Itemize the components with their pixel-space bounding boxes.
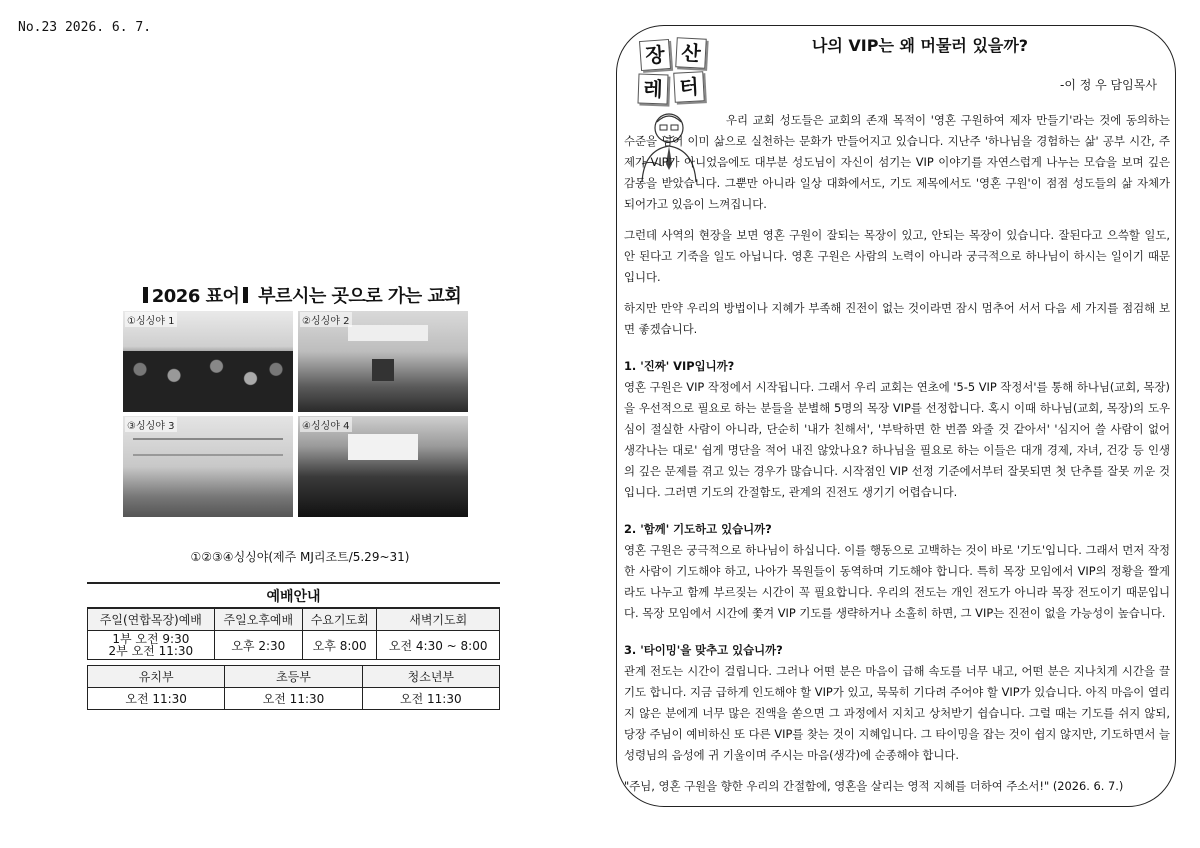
section-1-title: 1. '진짜' VIP입니까?: [624, 359, 735, 373]
photo-2-caption: ②싱싱야 2: [300, 312, 352, 327]
motto-bar-right: [243, 287, 248, 303]
photo-2: [298, 311, 468, 412]
worship-schedule: [87, 582, 500, 710]
photo-2-screen: [348, 325, 428, 341]
schedule-cell-sunday: [88, 631, 215, 660]
schedule-header: 초등부: [225, 666, 362, 688]
schedule-table-school: [87, 665, 500, 710]
photo-3-roof: [133, 438, 283, 456]
schedule-title: 예배안내: [87, 584, 500, 608]
schedule-cell: 오전 4:30 ~ 8:00: [377, 631, 500, 660]
schedule-cell: 오후 2:30: [214, 631, 302, 660]
badge-tile: 장: [639, 39, 671, 71]
schedule-header: 유치부: [88, 666, 225, 688]
closing-prayer: "주님, 영혼 구원을 향한 우리의 간절함에, 영혼을 살리는 영적 지혜를 더하여 주소서!" (2026. 6. 7.): [624, 779, 1124, 793]
schedule-cell: 오후 8:00: [302, 631, 377, 660]
section-2-title: 2. '함께' 기도하고 있습니까?: [624, 522, 772, 536]
motto-year: 2026 표어: [151, 286, 240, 307]
photo-4-screen: [348, 434, 418, 460]
schedule-cell: 오전 11:30: [88, 688, 225, 710]
photo-caption: ①②③④싱싱야(제주 MJ리조트/5.29~31): [190, 550, 410, 564]
schedule-table-main: [87, 608, 500, 660]
photo-4-caption: ④싱싱야 4: [300, 417, 352, 432]
issue-number: No.23 2026. 6. 7.: [18, 20, 152, 35]
photo-2-pulpit: [372, 359, 394, 381]
photo-1: [123, 311, 293, 412]
section-1-text: 영혼 구원은 VIP 작정에서 시작됩니다. 그래서 우리 교회는 연초에 '5-5 VIP 작정서'를 통해 하나님(교회, 목장)을 우선적으로 필요로 하는 분들을 분별해 5명의 목장 VIP를 선정합니다. 혹시 이때 하나님(교회, 목장)의 도우심이 절실한 사람이 아니라, 단순히 '내가 친해서', '부탁하면 한 번쯤 와줄 것 같아서' '심지어 쓸 사람이 없어 생각나는 대로' 쉽게 명단을 적어 내진 않았나요? 하나님을 필요로 하는 이들은 대개 경제, 자녀, 건강 등 인생의 깊은 문제를 겪고 있는 경우가 많습니다. 시작점인 VIP 선정 기준에서부터 잘못되면 첫 단추를 잘못 끼운 것입니다. 그러면 기도의 간절함도, 관계의 진전도 생기기 어렵습니다.: [624, 380, 1170, 499]
section-2-text: 영혼 구원은 궁극적으로 하나님이 하십니다. 이를 행동으로 고백하는 것이 바로 '기도'입니다. 그래서 먼저 작정한 사람이 기도해야 하고, 나아가 목원들이 동역하며 기도해야 합니다. 특히 목장 모임에서 VIP의 정황을 짤게라도 나누고 함께 부르짖는 시간이 꼭 필요합니다. 우리의 전도는 개인 전도가 아니라 목장 전도이기 때문입니다. 목장 모임에서 시간에 쫓겨 VIP 기도를 생략하거나 소홀히 하면, 그 VIP는 진전이 없을 가능성이 높습니다.: [624, 543, 1170, 620]
schedule-header: 새벽기도회: [377, 609, 500, 631]
article-title: 나의 VIP는 왜 머물러 있을까?: [811, 36, 1029, 55]
motto-text: 부르시는 곳으로 가는 교회: [258, 286, 462, 307]
paragraph-3: 하지만 만약 우리의 방법이나 지혜가 부족해 진전이 없는 것이라면 잠시 멈추어 서서 다음 세 가지를 점검해 보면 좋겠습니다.: [624, 301, 1170, 336]
schedule-sunday-1: 1부 오전 9:30: [112, 632, 190, 646]
article-body: [624, 110, 1170, 797]
schedule-sunday-2: 2부 오전 11:30: [108, 644, 194, 658]
paragraph-2: 그런데 사역의 현장을 보면 영혼 구원이 잘되는 목장이 있고, 안되는 목장이 있습니다. 잘된다고 으쓱할 일도, 안 된다고 기죽을 일도 아닙니다. 영혼 구원은 사람의 노력이 아니라 궁극적으로 하나님이 하시는 일이기 때문입니다.: [624, 228, 1170, 284]
schedule-header: 주일오후예배: [214, 609, 302, 631]
badge-tile: 산: [675, 37, 707, 69]
photo-3-caption: ③싱싱야 3: [125, 417, 177, 432]
badge-tile: 터: [673, 71, 705, 103]
photo-4: [298, 416, 468, 517]
section-3-text: 관계 전도는 시간이 걸립니다. 그러나 어떤 분은 마음이 급해 속도를 너무 내고, 어떤 분은 지나치게 시간을 끌기도 합니다. 지금 급하게 인도해야 할 VIP가 있고, 묵묵히 기다려 주어야 할 VIP가 있습니다. 아직 마음이 열리지 않은 분에게 너무 많은 진액을 쏟으면 그 과정에서 지치고 상처받기 쉽습니다. 그럴 때는 기도를 쉬지 않되, 당장 주님이 예비하신 또 다른 VIP를 찾는 것이 지혜입니다. 그 타이밍을 잡는 것이 쉽지 않지만, 기도하면서 늘 성령님의 음성에 귀 기울이며 주시는 마음(생각)에 순종해야 합니다.: [624, 664, 1170, 762]
photo-3: [123, 416, 293, 517]
motto-bar-left: [143, 287, 148, 303]
badge-tile: 레: [637, 73, 668, 104]
paragraph-intro: 우리 교회 성도들은 교회의 존재 목적이 '영혼 구원하여 제자 만들기'라는 것에 동의하는 수준을 넘어 이미 삶으로 실천하는 문화가 만들어지고 있습니다. 지난주 '하나님을 경험하는 삶' 공부 시간, 주제가 VIP가 아니었음에도 대부분 성도님이 자신이 섬기는 VIP 이야기를 자연스럽게 나누는 모습을 보며 깊은 감동을 받았습니다. 그뿐만 아니라 일상 대화에서도, 기도 제목에서도 '영혼 구원'이 점점 성도들의 삶 자체가 되어가고 있음이 느껴집니다.: [624, 113, 1170, 211]
yearly-motto: [120, 282, 480, 308]
schedule-header: 청소년부: [362, 666, 499, 688]
schedule-cell: 오전 11:30: [225, 688, 362, 710]
schedule-cell: 오전 11:30: [362, 688, 499, 710]
section-3-title: 3. '타이밍'을 맞추고 있습니까?: [624, 643, 783, 657]
schedule-header: 수요기도회: [302, 609, 377, 631]
photo-1-crowd: [123, 351, 293, 412]
photo-1-caption: ①싱싱야 1: [125, 312, 177, 327]
schedule-header: 주일(연합목장)예배: [88, 609, 215, 631]
photo-grid: [123, 311, 468, 517]
article-author: -이 정 우 담임목사: [1060, 78, 1157, 92]
